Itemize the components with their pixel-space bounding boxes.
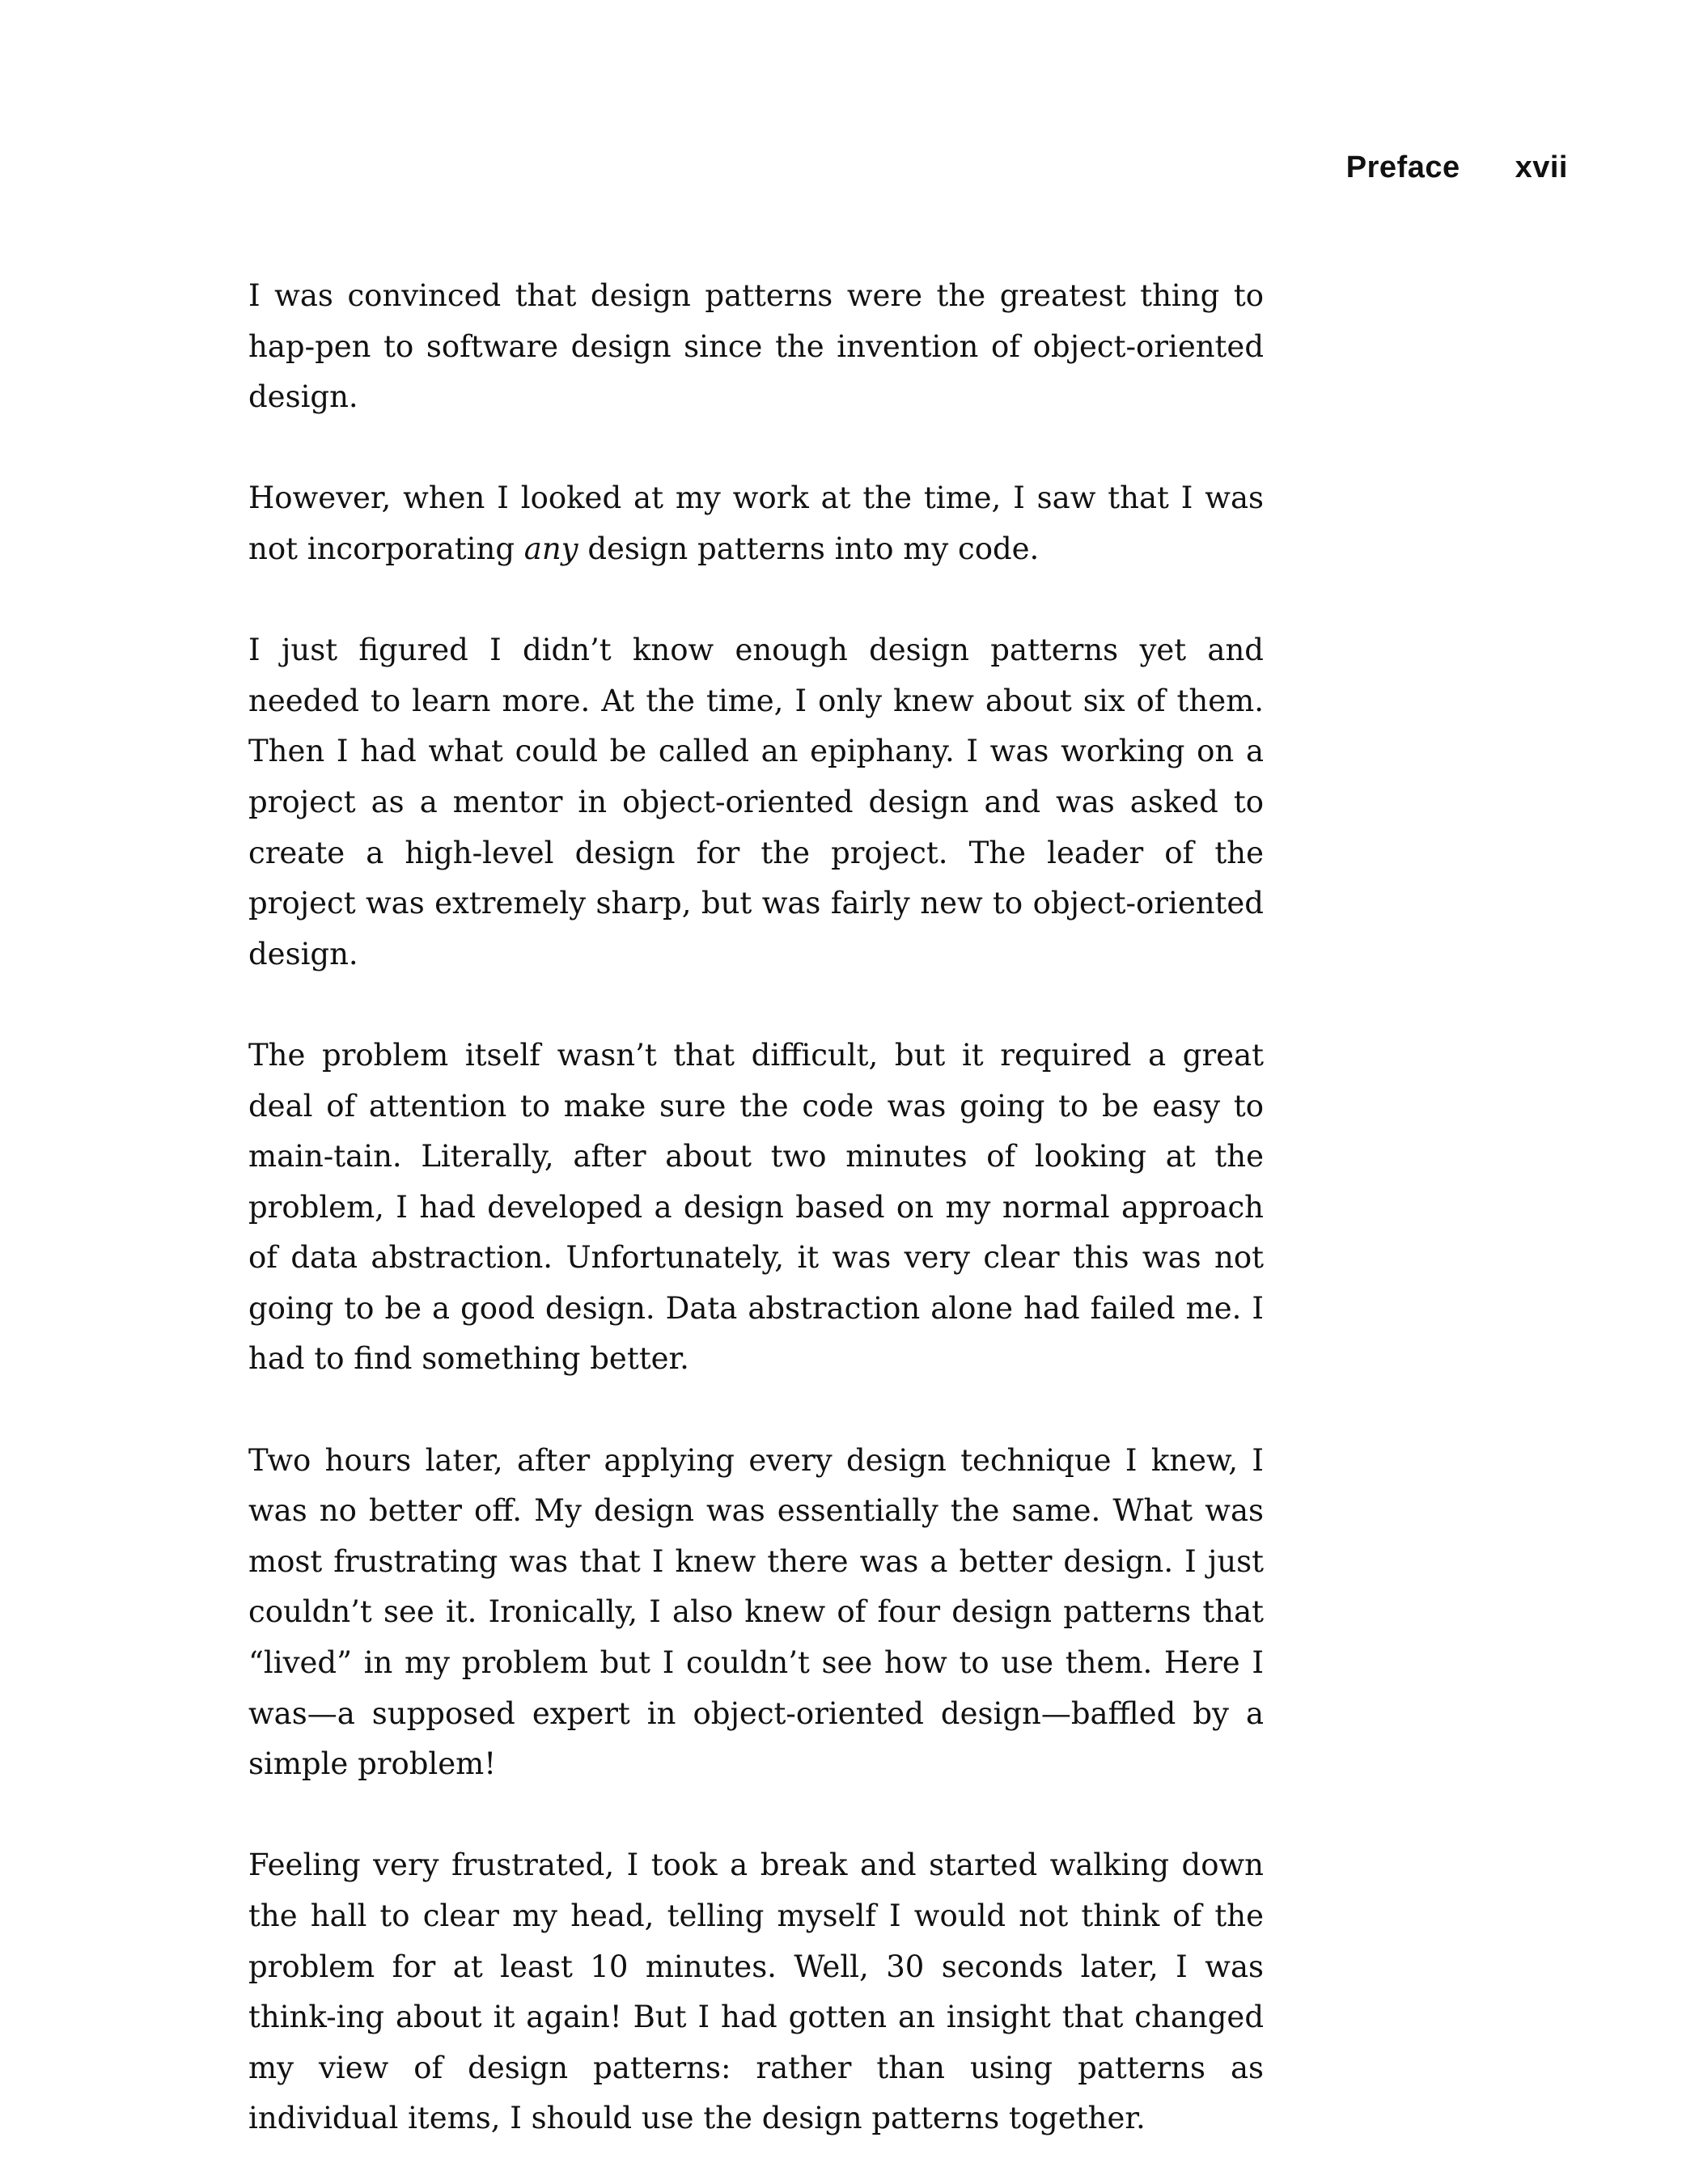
paragraph: Two hours later, after applying every design technique I knew, I was no better off. My design was essentially the same. What was most frustrating was that I knew there was a better design. I just couldn’t see it. Ironically, I also knew of four design patterns that “lived” in my problem but I couldn’t see how to use them. Here I was—a supposed expert in object-oriented design—baffled by a simple problem! (248, 1442, 1264, 1782)
body-text (248, 271, 1264, 2144)
paragraph-text: design patterns into my code. (578, 531, 1040, 566)
paragraph: I was convinced that design patterns were the greatest thing to hap-pen to software design since the invention of object-oriented design. (248, 278, 1264, 415)
running-header (1346, 150, 1568, 185)
page-number: xvii (1515, 150, 1568, 184)
paragraph: Feeling very frustrated, I took a break and started walking down the hall to clear my head, telling myself I would not think of the problem for at least 10 minutes. Well, 30 seconds later, I was think-ing about it again! But I had gotten an insight that changed my view of design patterns: rather than using patterns as individual items, I should use the design patterns together. (248, 1848, 1264, 2136)
section-title: Preface (1345, 150, 1460, 184)
paragraph (248, 473, 1264, 574)
paragraph-text: However, when I looked at my work at the time, I saw that I was not incorporating (248, 480, 1264, 566)
emphasized-word: any (523, 531, 578, 566)
paragraph: I just figured I didn’t know enough design patterns yet and needed to learn more. At the time, I only knew about six of them. Then I had what could be called an epiphany. I was working on a project as a mentor in object-oriented design and was asked to create a high-level design for the project. The leader of the project was extremely sharp, but was fairly new to object-oriented design. (248, 633, 1264, 971)
paragraph: The problem itself wasn’t that difficult, but it required a great deal of attention to make sure the code was going to be easy to main-tain. Literally, after about two minutes of looking at the problem, I had developed a design based on my normal approach of data abstraction. Unfortunately, it was very clear this was not going to be a good design. Data abstraction alone had failed me. I had to find something better. (248, 1037, 1264, 1377)
